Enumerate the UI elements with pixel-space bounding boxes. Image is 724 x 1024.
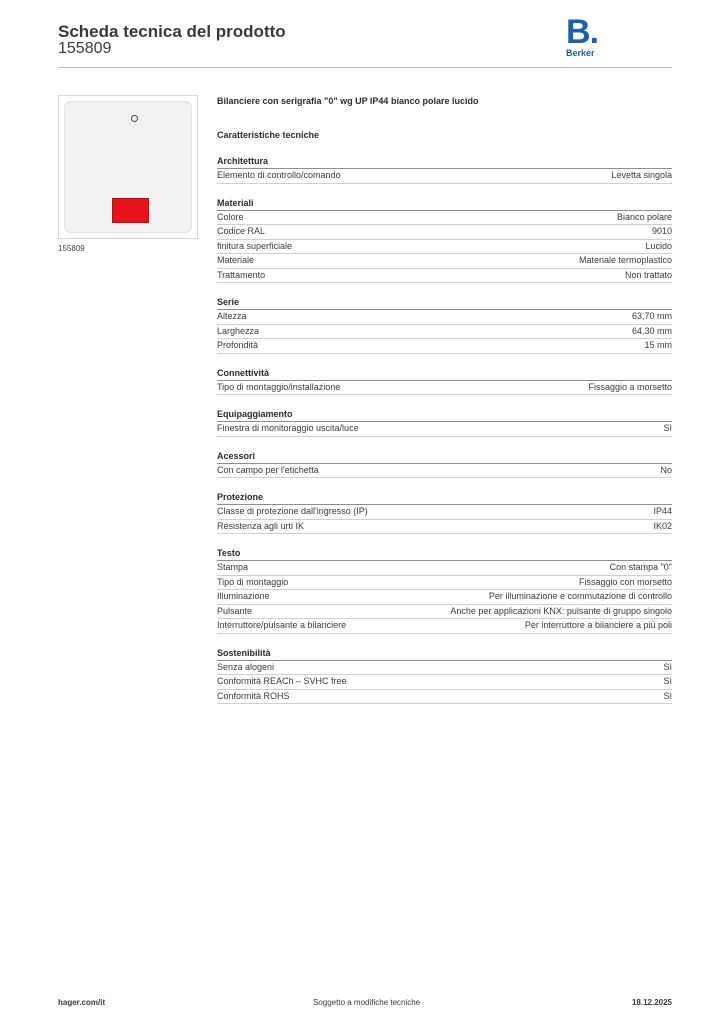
spec-section — [217, 451, 672, 479]
spec-row — [217, 269, 672, 284]
spec-label: Con campo per l'etichetta — [217, 464, 319, 475]
spec-value: Sì — [663, 690, 672, 701]
section-heading: Acessori — [217, 451, 672, 464]
spec-sections — [217, 156, 672, 704]
spec-row — [217, 661, 672, 676]
berker-logo — [566, 13, 606, 58]
spec-row — [217, 422, 672, 437]
section-heading: Equipaggiamento — [217, 409, 672, 422]
spec-row — [217, 325, 672, 340]
spec-label: Larghezza — [217, 325, 260, 336]
spec-value: 15 mm — [644, 340, 672, 350]
spec-row — [217, 590, 672, 605]
spec-value: Sì — [663, 661, 672, 672]
spec-section — [217, 648, 672, 705]
spec-value: 9010 — [651, 226, 672, 236]
spec-label: Finestra di monitoraggio uscita/luce — [217, 423, 359, 433]
spec-label: Colore — [217, 211, 244, 222]
product-code: 155809 — [58, 40, 112, 57]
spec-section — [217, 548, 672, 634]
spec-section — [217, 492, 672, 534]
product-title: Bilanciere con serigrafia "0" wg UP IP44 bianco polare lucido — [217, 96, 479, 106]
spec-row — [217, 675, 672, 690]
spec-section — [217, 156, 672, 184]
spec-label: Tipo di montaggio/installazione — [217, 381, 341, 392]
section-heading: Protezione — [217, 492, 672, 505]
indicator-window — [112, 198, 149, 223]
spec-value: Bianco polare — [616, 211, 672, 222]
spec-value: IK02 — [653, 520, 672, 531]
spec-row — [217, 520, 672, 535]
spec-row — [217, 240, 672, 255]
spec-label: Interruttore/pulsante a bilanciere — [217, 620, 347, 630]
zero-print-mark — [131, 115, 138, 122]
spec-label: Conformità ROHS — [217, 690, 290, 701]
spec-label: Codice RAL — [217, 226, 266, 236]
spec-value: Con stampa "0" — [609, 562, 672, 572]
spec-value: Per interruttore a bilanciere a più poli — [524, 620, 672, 630]
section-heading: Architettura — [217, 156, 672, 169]
spec-value: No — [660, 464, 672, 475]
spec-row — [217, 690, 672, 705]
product-image — [58, 95, 198, 239]
spec-value: Per illuminazione e commutazione di controllo — [488, 591, 672, 601]
spec-value: Sì — [663, 676, 672, 686]
spec-row — [217, 464, 672, 479]
spec-row — [217, 619, 672, 634]
logo-mark: B. — [566, 13, 599, 51]
spec-label: Senza alogeni — [217, 661, 275, 672]
spec-value: 64,30 mm — [631, 325, 672, 336]
spec-value: Materiale termoplastico — [578, 255, 672, 265]
spec-row — [217, 211, 672, 226]
logo-text: Berker — [566, 48, 595, 58]
section-heading: Serie — [217, 297, 672, 310]
section-heading: Sostenibilità — [217, 648, 672, 661]
spec-label: Stampa — [217, 562, 249, 572]
spec-value: IP44 — [653, 506, 672, 516]
spec-value: Non trattato — [624, 269, 672, 280]
spec-section — [217, 297, 672, 354]
spec-label: Classe di protezione dall'ingresso (IP) — [217, 506, 368, 516]
features-heading: Caratteristiche tecniche — [217, 130, 320, 140]
spec-label: finitura superficiale — [217, 240, 293, 251]
spec-row — [217, 169, 672, 184]
section-heading: Connettività — [217, 368, 672, 381]
section-heading: Materiali — [217, 198, 672, 211]
spec-row — [217, 505, 672, 520]
spec-value: Fissaggio con morsetto — [578, 576, 672, 587]
spec-row — [217, 254, 672, 269]
rocker-plate — [64, 101, 192, 233]
footer-website: hager.com/it — [58, 998, 106, 1007]
spec-section — [217, 409, 672, 437]
spec-label: Profondità — [217, 340, 259, 350]
spec-label: Elemento di controllo/comando — [217, 170, 341, 180]
page-title: Scheda tecnica del prodotto — [58, 22, 286, 41]
image-caption: 155809 — [58, 244, 85, 253]
spec-row — [217, 339, 672, 354]
spec-label: Materiale — [217, 255, 255, 265]
spec-label: Trattamento — [217, 269, 266, 280]
spec-row — [217, 381, 672, 396]
spec-row — [217, 225, 672, 240]
spec-label: Conformità REACh – SVHC free — [217, 676, 347, 686]
spec-value: Levetta singola — [611, 170, 672, 180]
spec-label: Altezza — [217, 311, 247, 321]
spec-label: Illuminazione — [217, 591, 270, 601]
spec-row — [217, 561, 672, 576]
spec-row — [217, 605, 672, 620]
spec-label: Resistenza agli urti IK — [217, 520, 305, 531]
spec-row — [217, 576, 672, 591]
spec-section — [217, 368, 672, 396]
spec-value: Lucido — [645, 240, 672, 251]
footer-date: 18.12.2025 — [631, 998, 672, 1007]
logo-letter: B — [566, 13, 590, 51]
spec-label: Pulsante — [217, 605, 253, 616]
spec-label: Tipo di montaggio — [217, 576, 289, 587]
spec-content — [217, 96, 672, 704]
spec-value: Sì — [663, 423, 672, 433]
spec-value: Fissaggio a morsetto — [588, 381, 672, 392]
spec-section — [217, 198, 672, 284]
spec-value: 63,70 mm — [631, 311, 672, 321]
spec-value: Anche per applicazioni KNX: pulsante di gruppo singolo — [450, 605, 672, 616]
header-divider — [58, 67, 672, 68]
section-heading: Testo — [217, 548, 672, 561]
footer-notice: Soggetto a modifiche tecniche — [313, 998, 421, 1007]
spec-row — [217, 310, 672, 325]
